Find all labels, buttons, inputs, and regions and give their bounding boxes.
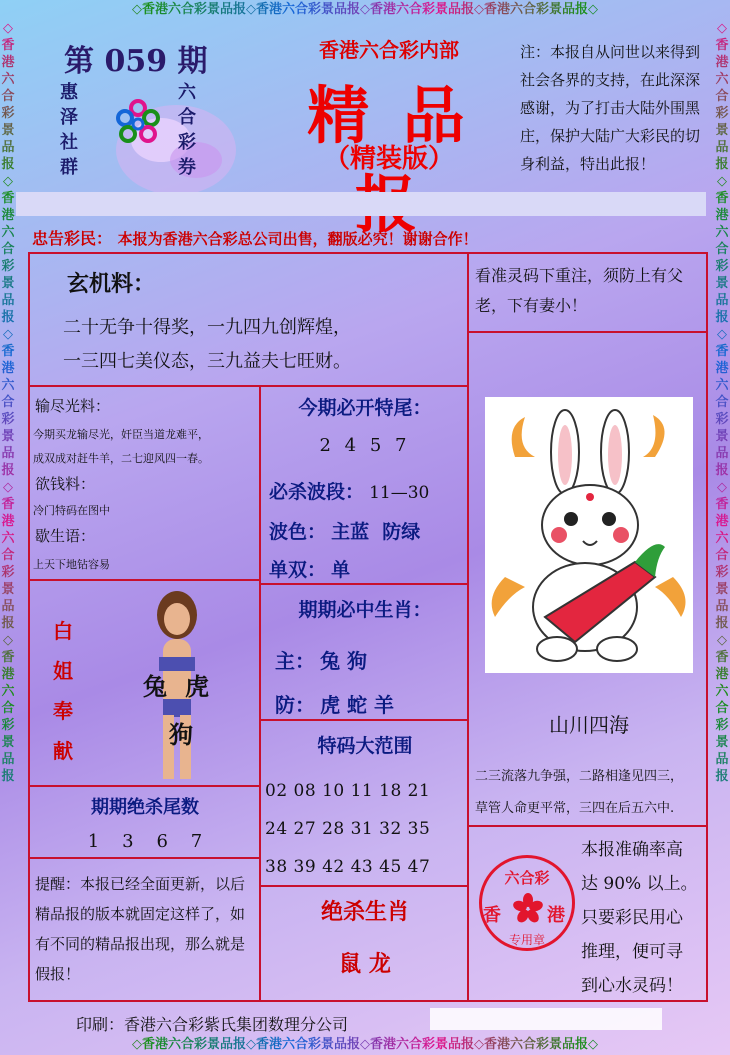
danshuang-value: 单 xyxy=(331,559,351,581)
seal-top-text: 六合彩 xyxy=(504,869,550,887)
bisha-label: 必杀波段： xyxy=(269,481,365,503)
right-vertical-slogan: 六合彩券 xyxy=(178,82,196,178)
publisher-name: 香港六合彩内部 xyxy=(319,38,459,62)
baizhi-overlay-1: 兔 xyxy=(143,672,167,701)
bose-label: 波色： xyxy=(269,521,327,543)
bisha-value: 11—30 xyxy=(369,483,430,503)
tewei-panel xyxy=(260,386,468,584)
rabbit-caption: 山川四海 xyxy=(549,713,629,737)
newspaper-title: 精 品 xyxy=(307,79,471,152)
shengxiao-guard-row xyxy=(275,689,394,718)
juesha-panel xyxy=(260,886,468,1002)
shujin-panel xyxy=(28,386,260,580)
temafanwei-row-3: 38 39 42 43 45 47 xyxy=(265,857,431,877)
warning-text: 本报为香港六合彩总公司出售，翻版必究！谢谢合作！ xyxy=(117,230,478,248)
top-right-text: 看准灵码下重注，须防上有父老，下有妻小！ xyxy=(475,266,684,315)
shujin-text-1: 今期买龙输尽光，奸臣当道龙难平， xyxy=(33,428,209,441)
jueshawei-panel xyxy=(28,786,260,858)
tewei-digits: 2 4 5 7 xyxy=(319,435,411,456)
jueshawei-digits: 1 3 6 7 xyxy=(87,831,203,852)
juesha-title: 绝杀生肖 xyxy=(320,899,409,925)
baizhi-overlay-3: 狗 xyxy=(169,720,193,749)
bottom-border-banner: ◇香港六合彩景品报◇香港六合彩景品报◇香港六合彩景品报◇香港六合彩景品报◇ xyxy=(0,1035,730,1055)
masthead xyxy=(16,20,714,220)
baizhi-vertical: 白姐奉献 xyxy=(53,619,73,763)
footer-printer: 印刷：香港六合彩紫氏集团数理分公司 xyxy=(76,1015,349,1034)
left-border-banner: ◇香港六合彩景品报◇香港六合彩景品报◇香港六合彩景品报◇香港六合彩景品报◇香港六合彩景品报 xyxy=(0,20,16,1035)
accuracy-line-1: 本报准确率高 xyxy=(581,840,683,860)
xuanji-title: 玄机料： xyxy=(67,271,156,297)
reminder-panel xyxy=(28,858,260,1002)
accuracy-line-5: 到心水灵码！ xyxy=(581,976,683,996)
yuqian-title: 欲钱料： xyxy=(35,475,96,493)
baizhi-panel xyxy=(28,580,260,786)
danshuang-row xyxy=(269,555,350,582)
bauhinia-flower-icon xyxy=(513,893,543,923)
shujin-text-2: 成双成对赶牛羊，二七迎风四一春。 xyxy=(33,452,209,465)
temafanwei-panel xyxy=(260,720,468,886)
baizhi-overlay-2: 虎 xyxy=(185,672,209,701)
lottery-logo-icon xyxy=(112,96,164,148)
yuqian-text: 冷门特码在图中 xyxy=(33,504,110,517)
jueshawei-title: 期期绝杀尾数 xyxy=(91,797,199,818)
left-vertical-slogan: 惠泽社群 xyxy=(60,82,78,178)
shengxiao-main-row xyxy=(275,645,367,674)
xuanji-panel xyxy=(28,252,468,386)
xiesheng-text: 上天下地钻容易 xyxy=(33,558,110,571)
top-right-panel xyxy=(468,252,708,332)
header-divider-strip xyxy=(16,192,706,216)
header-notice: 注：本报自从问世以来得到社会各界的支持，在此深深感谢，为了打击大陆外围黑庄，保护大陆广大彩民的切身利益，特出此报！ xyxy=(520,43,701,173)
rabbit-poem-2: 草管人命更平常，三四在后五六中. xyxy=(475,801,675,816)
reminder-text: 提醒：本报已经全面更新，以后精品报的版本就固定这样了，如有不同的精品报出现，那么就是假报！ xyxy=(35,875,246,983)
bose-guard: 防绿 xyxy=(382,521,421,543)
shujin-title: 输尽光料： xyxy=(35,397,111,415)
seal-bottom-text: 专用章 xyxy=(508,933,545,947)
warning-label: 忠告彩民： xyxy=(32,229,113,248)
shengxiao-guard-value: 虎 蛇 羊 xyxy=(320,693,395,717)
temafanwei-title: 特码大范围 xyxy=(317,735,413,757)
shengxiao-guard-label: 防： xyxy=(275,693,315,717)
shengxiao-panel xyxy=(260,584,468,720)
rabbit-panel xyxy=(468,332,708,826)
seal-left-text: 香 xyxy=(483,905,501,926)
tewei-title: 今期必开特尾： xyxy=(298,397,432,419)
rabbit-illustration xyxy=(485,397,693,673)
accuracy-line-3: 只要彩民用心 xyxy=(581,908,683,928)
shengxiao-main-value: 兔 狗 xyxy=(320,649,368,673)
xuanji-line-1: 二十无争十得奖，一九四九创辉煌， xyxy=(63,317,351,338)
danshuang-label: 单双： xyxy=(269,559,327,581)
footer-white-strip xyxy=(430,1008,662,1030)
temafanwei-row-2: 24 27 28 31 32 35 xyxy=(265,819,431,839)
accuracy-line-2: 达 90% 以上。 xyxy=(581,874,698,894)
right-border-banner: ◇香港六合彩景品报◇香港六合彩景品报◇香港六合彩景品报◇香港六合彩景品报◇香港六合彩景品报 xyxy=(714,20,730,1035)
edition-label: （精装版） xyxy=(323,144,454,174)
bose-main: 主蓝 xyxy=(331,521,370,543)
shengxiao-title: 期期必中生肖： xyxy=(298,599,432,621)
juesha-value: 鼠 龙 xyxy=(339,951,391,977)
temafanwei-row-1: 02 08 10 11 18 21 xyxy=(265,781,431,801)
xiesheng-title: 歇生语： xyxy=(35,527,96,545)
accuracy-line-4: 推理，便可寻 xyxy=(581,942,683,962)
bose-row xyxy=(269,517,420,544)
top-border-banner: ◇香港六合彩景品报◇香港六合彩景品报◇香港六合彩景品报◇香港六合彩景品报◇ xyxy=(0,0,730,20)
seal-right-text: 港 xyxy=(547,905,565,926)
issue-number: 第 059 期 xyxy=(64,44,208,79)
rabbit-poem-1: 二三流落九争强，二路相逢见四三， xyxy=(475,769,684,784)
accuracy-panel xyxy=(468,826,708,1002)
warning-line xyxy=(32,226,478,249)
bisha-row xyxy=(269,477,429,504)
shengxiao-main-label: 主： xyxy=(275,649,315,673)
xuanji-line-2: 一三四七美仪态，三九益夫七旺财。 xyxy=(63,351,351,372)
